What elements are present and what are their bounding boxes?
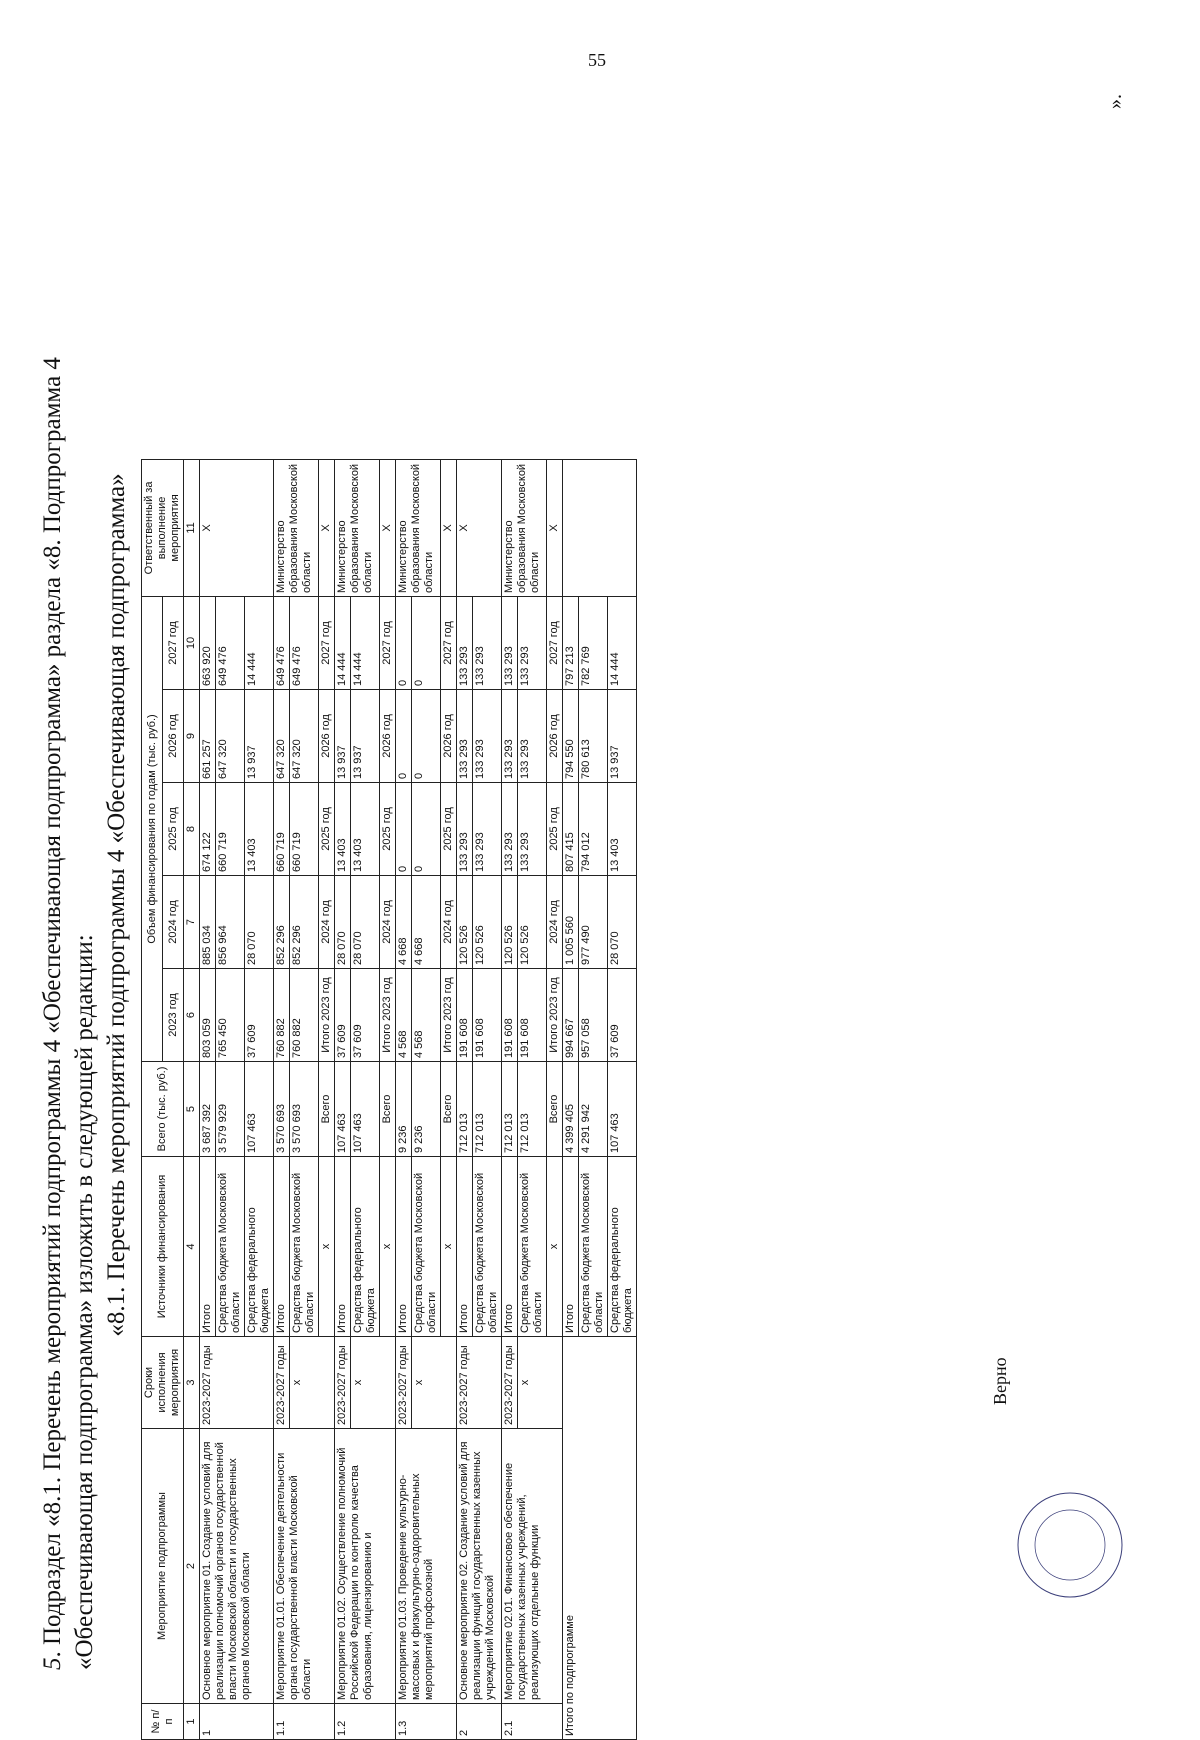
row-value: 660 719 [216, 783, 245, 876]
row-value: 13 937 [335, 690, 351, 783]
row-source: Итого [502, 1157, 518, 1337]
header-year: 2023 год [163, 969, 184, 1062]
row-source: Итого [457, 1157, 473, 1337]
table-row [396, 459, 412, 1739]
col-number: 9 [184, 690, 200, 783]
row-value: 765 450 [216, 969, 245, 1062]
row-value: 794 012 [579, 783, 608, 876]
row-total: 107 463 [335, 1062, 351, 1157]
row-event: Мероприятие 01.01. Обеспечение деятельности органа государственной власти Московской области [274, 1429, 335, 1704]
row-total: 3 579 929 [216, 1062, 245, 1157]
row-year: Итого 2023 год [547, 969, 563, 1062]
row-total: 712 013 [473, 1062, 502, 1157]
row-value: 852 296 [290, 876, 319, 969]
row-event: Мероприятие 01.03. Проведение культурно-массовых и физкультурно-оздоровительных мероприятий профсоюзной [396, 1429, 457, 1704]
row-value: 660 719 [290, 783, 319, 876]
row-value: 647 320 [290, 690, 319, 783]
row-value: 647 320 [274, 690, 290, 783]
row-total: 107 463 [608, 1062, 637, 1157]
row-responsible-x: X [380, 459, 396, 596]
header-event: Мероприятие подпрограммы [142, 1429, 184, 1704]
row-value: 133 293 [457, 783, 473, 876]
col-number: 4 [184, 1157, 200, 1337]
row-source: Средства бюджета Московской области [579, 1157, 608, 1337]
row-total: 712 013 [502, 1062, 518, 1157]
row-value: 14 444 [245, 596, 274, 689]
row-value: 4 568 [396, 969, 412, 1062]
row-value: 856 964 [216, 876, 245, 969]
row-terms-x: x [351, 1337, 396, 1429]
row-total: 4 399 405 [563, 1062, 579, 1157]
verno-label: Верно [990, 1357, 1010, 1405]
row-source: Средства бюджета Московской области [518, 1157, 547, 1337]
row-value: 0 [396, 690, 412, 783]
row-value: 28 070 [335, 876, 351, 969]
row-source: Итого [396, 1157, 412, 1337]
row-year: 2027 год [547, 596, 563, 689]
row-terms: 2023-2027 годы [274, 1337, 290, 1429]
row-value: 760 882 [274, 969, 290, 1062]
header-sources: Источники финансирования [142, 1157, 184, 1337]
row-value: 133 293 [457, 690, 473, 783]
heading-item-number: 5 [39, 1657, 66, 1670]
col-number: 10 [184, 596, 200, 689]
row-source: Средства федерального бюджета [351, 1157, 380, 1337]
row-value: 649 476 [290, 596, 319, 689]
row-value: 133 293 [502, 783, 518, 876]
row-responsible-x: X [319, 459, 335, 596]
row-value: 649 476 [274, 596, 290, 689]
row-value: 133 293 [502, 690, 518, 783]
row-source: Средства бюджета Московской области [290, 1157, 319, 1337]
col-number: 11 [184, 459, 200, 596]
row-total: 712 013 [518, 1062, 547, 1157]
row-responsible-x: X [547, 459, 563, 596]
row-vsego: Всего [380, 1062, 396, 1157]
row-value: 37 609 [335, 969, 351, 1062]
row-terms-x: x [290, 1337, 335, 1429]
row-value: 37 609 [245, 969, 274, 1062]
row-value: 782 769 [579, 596, 608, 689]
row-responsible: Министерство образования Московской области [274, 459, 319, 596]
stamp-outer-ring [1018, 1493, 1122, 1597]
row-num: 1.3 [396, 1704, 457, 1740]
row-value: 14 444 [608, 596, 637, 689]
row-num: 2.1 [502, 1704, 563, 1740]
heading-line-1 [37, 20, 69, 1670]
row-year: 2024 год [380, 876, 396, 969]
col-number: 5 [184, 1062, 200, 1157]
row-value: 37 609 [608, 969, 637, 1062]
row-year: 2024 год [319, 876, 335, 969]
row-value: 14 444 [351, 596, 380, 689]
row-vsego: Всего [441, 1062, 457, 1157]
row-year: 2027 год [380, 596, 396, 689]
row-responsible: Министерство образования Московской области [502, 459, 547, 596]
row-source: Итого [563, 1157, 579, 1337]
row-vsego: Всего [547, 1062, 563, 1157]
table-wrapper [141, 0, 637, 1740]
row-total: 3 687 392 [200, 1062, 216, 1157]
row-responsible: Министерство образования Московской области [396, 459, 441, 596]
row-event: Мероприятие 01.02. Осуществление полномочий Российской Федерации по контролю качества образования, лицензированию и [335, 1429, 396, 1704]
table-row [563, 459, 579, 1739]
row-value: 852 296 [274, 876, 290, 969]
row-value: 957 058 [579, 969, 608, 1062]
row-value: 13 403 [351, 783, 380, 876]
row-source: Средства бюджета Московской области [412, 1157, 441, 1337]
stamp-inner-ring [1035, 1510, 1105, 1580]
row-value: 885 034 [200, 876, 216, 969]
row-value: 133 293 [518, 596, 547, 689]
row-value: 191 608 [457, 969, 473, 1062]
row-total: 9 236 [412, 1062, 441, 1157]
row-value: 994 667 [563, 969, 579, 1062]
row-value: 191 608 [502, 969, 518, 1062]
row-value: 4 668 [412, 876, 441, 969]
row-terms: 2023-2027 годы [396, 1337, 412, 1429]
row-terms: 2023-2027 годы [200, 1337, 274, 1429]
rotated-content [37, 20, 1127, 1736]
row-total: 3 570 693 [290, 1062, 319, 1157]
row-value: 28 070 [245, 876, 274, 969]
col-number: 3 [184, 1337, 200, 1429]
row-num: 1 [200, 1704, 274, 1740]
row-year: Итого 2023 год [380, 969, 396, 1062]
row-value: 120 526 [473, 876, 502, 969]
row-responsible: X [200, 459, 274, 596]
row-value: 13 937 [245, 690, 274, 783]
row-responsible: X [457, 459, 502, 596]
row-year: 2025 год [441, 783, 457, 876]
row-responsible-x: X [441, 459, 457, 596]
row-value: 191 608 [473, 969, 502, 1062]
row-value: 133 293 [457, 596, 473, 689]
row-value: 0 [396, 783, 412, 876]
row-value: 13 403 [335, 783, 351, 876]
row-value: 977 490 [579, 876, 608, 969]
total-label: Итого по подпрограмме [563, 1337, 637, 1740]
row-value: 661 257 [200, 690, 216, 783]
row-terms-x: x [412, 1337, 457, 1429]
row-year: 2025 год [380, 783, 396, 876]
row-source: Средства федерального бюджета [245, 1157, 274, 1337]
col-number: 2 [184, 1429, 200, 1704]
header-num: № п/п [142, 1704, 184, 1740]
official-stamp [1015, 1470, 1125, 1620]
row-year: 2027 год [441, 596, 457, 689]
row-value: 647 320 [216, 690, 245, 783]
row-terms: 2023-2027 годы [335, 1337, 351, 1429]
col-number: 8 [184, 783, 200, 876]
table-row [274, 459, 290, 1739]
row-source: Средства бюджета Московской области [473, 1157, 502, 1337]
header-year: 2026 год [163, 690, 184, 783]
row-terms-x: x [518, 1337, 563, 1429]
row-value: 797 213 [563, 596, 579, 689]
row-value: 28 070 [351, 876, 380, 969]
row-source: Итого [335, 1157, 351, 1337]
row-value: 120 526 [457, 876, 473, 969]
row-value: 649 476 [216, 596, 245, 689]
row-value: 37 609 [351, 969, 380, 1062]
header-year: 2025 год [163, 783, 184, 876]
col-number: 6 [184, 969, 200, 1062]
table-row [335, 459, 351, 1739]
row-num: 1.2 [335, 1704, 396, 1740]
row-year: 2024 год [441, 876, 457, 969]
row-event: Основное мероприятие 02. Создание условий для реализации функций государственных казенных учреждений Московской [457, 1429, 502, 1704]
header-terms: Сроки исполнения мероприятия [142, 1337, 184, 1429]
header-year: 2024 год [163, 876, 184, 969]
row-total: 712 013 [457, 1062, 473, 1157]
row-source: Итого [200, 1157, 216, 1337]
row-value: 0 [412, 783, 441, 876]
row-year: 2026 год [380, 690, 396, 783]
table-row [457, 459, 473, 1739]
row-year: 2025 год [319, 783, 335, 876]
events-table [141, 459, 637, 1740]
row-value: 780 613 [579, 690, 608, 783]
row-value: 28 070 [608, 876, 637, 969]
row-value: 191 608 [518, 969, 547, 1062]
row-total: 9 236 [396, 1062, 412, 1157]
heading-line-3: «8.1. Перечень мероприятий подпрограммы 4 «Обеспечивающая подпрограмма» [103, 473, 130, 1337]
page-number: 55 [588, 50, 606, 70]
row-event: Мероприятие 02.01. Финансовое обеспечение государственных казенных учреждений, реализующих отдельные функции [502, 1429, 563, 1704]
header-volume: Объем финансирования по годам (тыс. руб.) [142, 596, 163, 1061]
row-year: Итого 2023 год [441, 969, 457, 1062]
row-value: 0 [412, 690, 441, 783]
row-value: 13 937 [351, 690, 380, 783]
row-source: Средства федерального бюджета [608, 1157, 637, 1337]
row-value: 13 403 [608, 783, 637, 876]
header-responsible: Ответственный за выполнение мероприятия [142, 459, 184, 596]
table-row [502, 459, 518, 1739]
row-value: 14 444 [335, 596, 351, 689]
row-value: 13 937 [608, 690, 637, 783]
closing-quote: ». [1104, 94, 1126, 109]
row-responsible-empty [563, 459, 637, 596]
row-value: 133 293 [473, 596, 502, 689]
row-value: 133 293 [502, 596, 518, 689]
row-value: 663 920 [200, 596, 216, 689]
row-value: 4 668 [396, 876, 412, 969]
row-source-x: x [319, 1157, 335, 1337]
row-year: 2024 год [547, 876, 563, 969]
heading-line-1-text: . Подраздел «8.1. Перечень мероприятий подпрограммы 4 «Обеспечивающая подпрограмма» раздела «8. Подпрограмма 4 [39, 357, 66, 1658]
row-terms: 2023-2027 годы [502, 1337, 518, 1429]
row-num: 2 [457, 1704, 502, 1740]
row-total: 4 291 942 [579, 1062, 608, 1157]
row-terms: 2023-2027 годы [457, 1337, 502, 1429]
row-value: 120 526 [502, 876, 518, 969]
row-value: 0 [412, 596, 441, 689]
row-source-x: x [441, 1157, 457, 1337]
row-value: 13 403 [245, 783, 274, 876]
col-number: 7 [184, 876, 200, 969]
row-value: 0 [396, 596, 412, 689]
row-value: 660 719 [274, 783, 290, 876]
row-year: 2026 год [441, 690, 457, 783]
row-value: 803 059 [200, 969, 216, 1062]
stamp-graphic [1015, 1470, 1125, 1620]
row-source-x: x [547, 1157, 563, 1337]
row-year: Итого 2023 год [319, 969, 335, 1062]
row-responsible: Министерство образования Московской области [335, 459, 380, 596]
row-year: 2025 год [547, 783, 563, 876]
row-total: 107 463 [245, 1062, 274, 1157]
table-row [200, 459, 216, 1739]
row-total: 107 463 [351, 1062, 380, 1157]
row-value: 133 293 [518, 783, 547, 876]
row-value: 674 122 [200, 783, 216, 876]
row-vsego: Всего [319, 1062, 335, 1157]
row-source: Средства бюджета Московской области [216, 1157, 245, 1337]
heading-line-2: «Обеспечивающая подпрограмма» изложить в следующей редакции: [71, 934, 98, 1670]
row-year: 2027 год [319, 596, 335, 689]
row-value: 120 526 [518, 876, 547, 969]
row-value: 807 415 [563, 783, 579, 876]
row-value: 4 568 [412, 969, 441, 1062]
row-year: 2026 год [547, 690, 563, 783]
row-num: 1.1 [274, 1704, 335, 1740]
header-total: Всего (тыс. руб.) [142, 1062, 184, 1157]
row-year: 2026 год [319, 690, 335, 783]
row-value: 760 882 [290, 969, 319, 1062]
row-source-x: x [380, 1157, 396, 1337]
row-value: 133 293 [473, 783, 502, 876]
row-event: Основное мероприятие 01. Создание условий для реализации полномочий органов государственной власти Московской области и государственных органов Московской области [200, 1429, 274, 1704]
header-year: 2027 год [163, 596, 184, 689]
row-total: 3 570 693 [274, 1062, 290, 1157]
row-source: Итого [274, 1157, 290, 1337]
row-value: 794 550 [563, 690, 579, 783]
row-value: 133 293 [518, 690, 547, 783]
row-value: 133 293 [473, 690, 502, 783]
col-number: 1 [184, 1704, 200, 1740]
row-value: 1 005 560 [563, 876, 579, 969]
